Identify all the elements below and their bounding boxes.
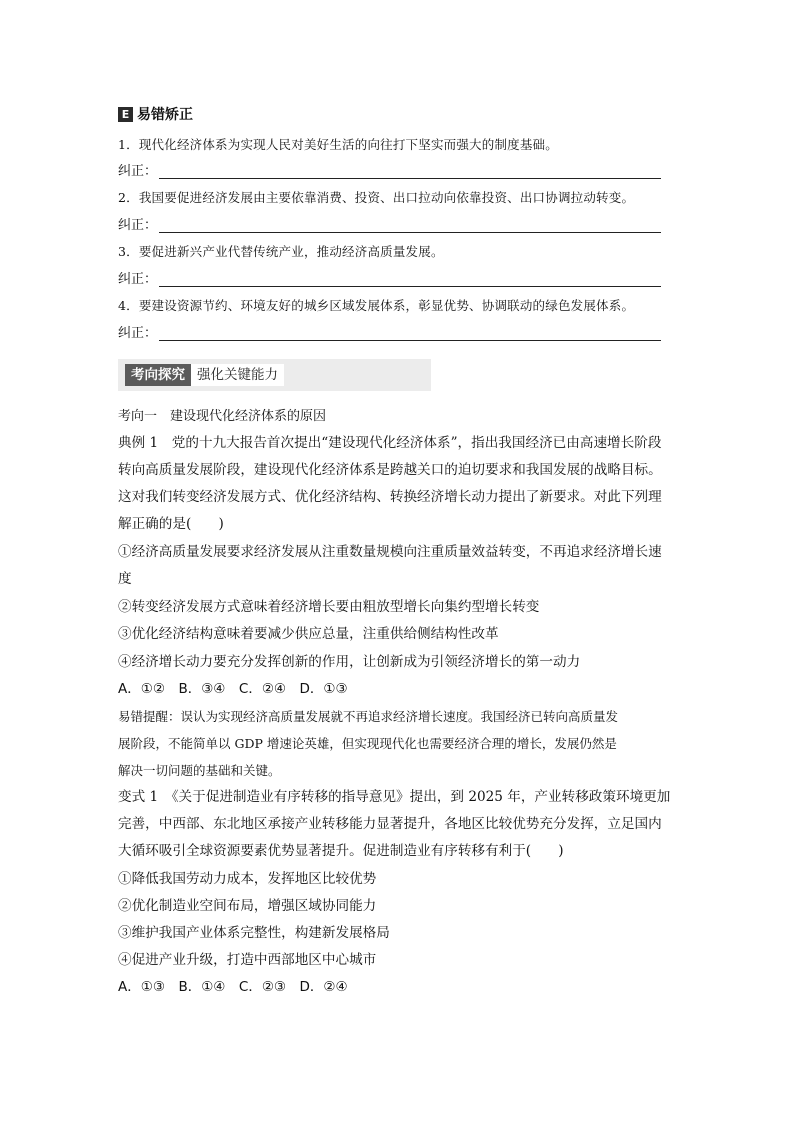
hint-line-1: 易错提醒：误认为实现经济高质量发展就不再追求经济增长速度。我国经济已转向高质量发: [118, 709, 619, 724]
example-1-line-7: ②转变经济发展方式意味着经济增长要由粗放型增长向集约型增长转变: [118, 599, 540, 615]
error-item-3: 3．要促进新兴产业代替传统产业，推动经济高质量发展。: [118, 244, 444, 259]
example-1-line-4: 解正确的是( ): [118, 516, 224, 532]
variant-1-line-4: ①降低我国劳动力成本，发挥地区比较优势: [118, 871, 377, 887]
correction-row-1: [118, 160, 661, 179]
error-item-1: 1．现代化经济体系为实现人民对美好生活的向往打下坚实而强大的制度基础。: [118, 137, 558, 152]
example-1-line-1: 典例 1 党的十九大报告首次提出“建设现代化经济体系”，指出我国经济已由高速增长阶段: [118, 435, 662, 451]
section-heading: [118, 104, 193, 124]
correction-label: 纠正：: [118, 272, 158, 287]
example-1-line-6: 度: [118, 571, 132, 587]
section-e-icon: E: [118, 107, 133, 122]
error-item-2: 2．我国要促进经济发展由主要依靠消费、投资、出口拉动向依靠投资、出口协调拉动转变。: [118, 190, 635, 205]
correction-blank[interactable]: [159, 272, 661, 287]
correction-blank[interactable]: [159, 326, 661, 341]
example-1-line-2: 转向高质量发展阶段，建设现代化经济体系是跨越关口的迫切要求和我国发展的战略目标。: [118, 462, 662, 478]
example-1-line-3: 这对我们转变经济发展方式、优化经济结构、转换经济增长动力提出了新要求。对此下列理: [118, 489, 662, 505]
correction-label: 纠正：: [118, 326, 158, 341]
banner-subtitle: 强化关键能力: [191, 364, 284, 386]
correction-row-3: [118, 268, 661, 287]
correction-row-2: [118, 214, 661, 233]
variant-1-options: A．①③ B．①④ C．②③ D．②④: [118, 979, 348, 995]
variant-1-line-2: 完善，中西部、东北地区承接产业转移能力显著提升，各地区比较优势充分发挥，立足国内: [118, 816, 662, 832]
example-1-line-5: ①经济高质量发展要求经济发展从注重数量规模向注重质量效益转变，不再追求经济增长速: [118, 544, 662, 560]
example-1-line-9: ④经济增长动力要充分发挥创新的作用，让创新成为引领经济增长的第一动力: [118, 654, 581, 670]
error-item-4: 4．要建设资源节约、环境友好的城乡区域发展体系，彰显优势、协调联动的绿色发展体系。: [118, 298, 635, 313]
topic-heading: 考向一 建设现代化经济体系的原因: [118, 409, 327, 424]
variant-1-line-3: 大循环吸引全球资源要素优势显著提升。促进制造业有序转移有利于( ): [118, 843, 564, 859]
variant-1-line-6: ③维护我国产业体系完整性，构建新发展格局: [118, 925, 390, 941]
correction-blank[interactable]: [159, 218, 661, 233]
variant-1-line-5: ②优化制造业空间布局，增强区域协同能力: [118, 898, 377, 914]
correction-label: 纠正：: [118, 218, 158, 233]
correction-row-4: [118, 322, 661, 341]
hint-line-3: 解决一切问题的基础和关键。: [118, 763, 281, 778]
section-title: 易错矫正: [137, 107, 193, 123]
variant-1-line-1: 变式 1 《关于促进制造业有序转移的指导意见》提出，到 2025 年，产业转移政策环境更加: [118, 789, 671, 805]
banner-title: 考向探究: [125, 364, 191, 386]
example-1-options: A．①② B．③④ C．②④ D．①③: [118, 681, 348, 697]
correction-label: 纠正：: [118, 164, 158, 179]
example-1-line-8: ③优化经济结构意味着要减少供应总量，注重供给侧结构性改革: [118, 626, 499, 642]
correction-blank[interactable]: [159, 164, 661, 179]
variant-1-line-7: ④促进产业升级，打造中西部地区中心城市: [118, 952, 377, 968]
section-banner: [118, 359, 431, 391]
hint-line-2: 展阶段，不能简单以 GDP 增速论英雄，但实现现代化也需要经济合理的增长，发展仍然是: [118, 736, 617, 751]
